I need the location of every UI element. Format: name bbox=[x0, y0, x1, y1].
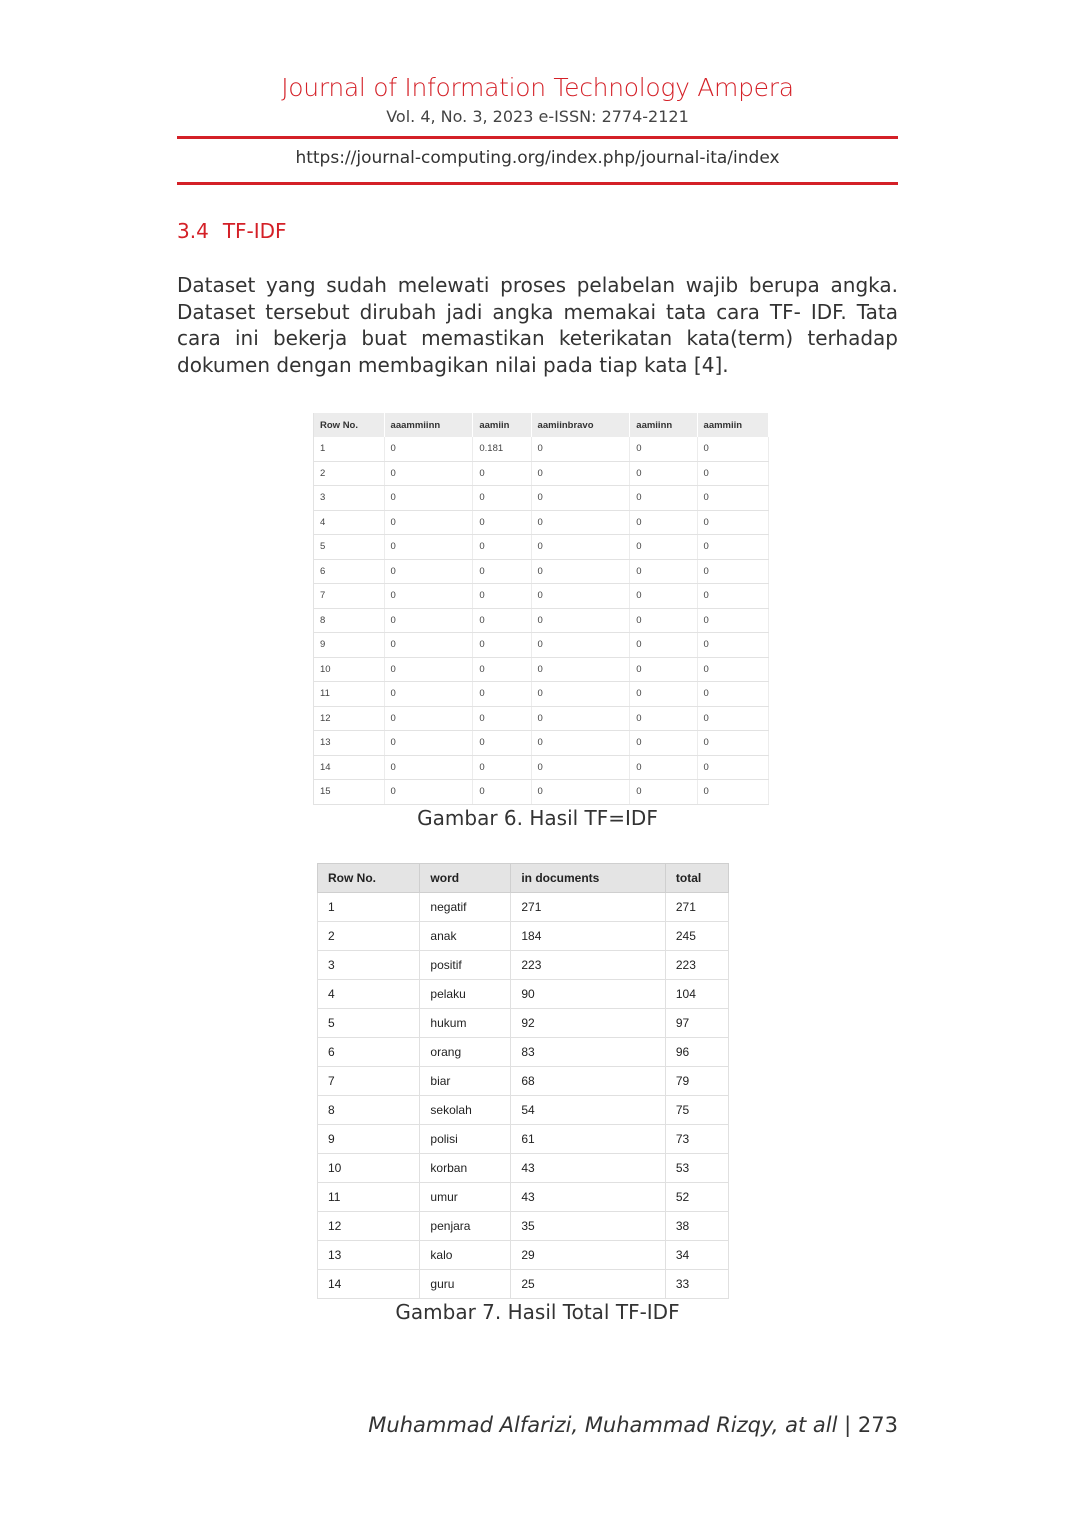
table-row bbox=[314, 731, 769, 756]
table-cell: 271 bbox=[665, 893, 728, 922]
table-header-row bbox=[318, 864, 729, 893]
table-cell: 0 bbox=[531, 584, 630, 609]
table-cell: 34 bbox=[665, 1241, 728, 1270]
table-cell: 3 bbox=[314, 486, 385, 511]
table-cell: 0 bbox=[473, 633, 531, 658]
table-row bbox=[314, 437, 769, 461]
table-cell: 35 bbox=[511, 1212, 666, 1241]
page-number: 273 bbox=[857, 1413, 898, 1437]
table-cell: 92 bbox=[511, 1009, 666, 1038]
table-row bbox=[314, 682, 769, 707]
table-cell: 0 bbox=[697, 706, 768, 731]
table-cell: 6 bbox=[314, 559, 385, 584]
table-cell: positif bbox=[420, 951, 511, 980]
table-cell: 29 bbox=[511, 1241, 666, 1270]
table-cell: 0 bbox=[531, 682, 630, 707]
table-cell: 54 bbox=[511, 1096, 666, 1125]
table-cell: 0 bbox=[630, 706, 697, 731]
table-cell: polisi bbox=[420, 1125, 511, 1154]
table-cell: 2 bbox=[314, 461, 385, 486]
table-cell: 0 bbox=[630, 608, 697, 633]
table-row bbox=[314, 559, 769, 584]
table-cell: 3 bbox=[318, 951, 420, 980]
table-cell: 0 bbox=[531, 486, 630, 511]
table-header-row bbox=[314, 413, 769, 437]
table-cell: 0 bbox=[630, 682, 697, 707]
table-cell: 79 bbox=[665, 1067, 728, 1096]
table-cell: 0 bbox=[630, 461, 697, 486]
table-cell: 0 bbox=[697, 633, 768, 658]
table-cell: 14 bbox=[314, 755, 385, 780]
table-cell: 0 bbox=[384, 559, 473, 584]
journal-header bbox=[177, 70, 898, 128]
table-cell: negatif bbox=[420, 893, 511, 922]
table-row bbox=[314, 780, 769, 805]
table-cell: 0 bbox=[531, 437, 630, 461]
table-cell: 0 bbox=[384, 755, 473, 780]
table-cell: 5 bbox=[314, 535, 385, 560]
column-header: aammiin bbox=[697, 413, 768, 437]
table-row bbox=[318, 922, 729, 951]
table-cell: 0 bbox=[697, 657, 768, 682]
table-cell: 10 bbox=[314, 657, 385, 682]
table-cell: 61 bbox=[511, 1125, 666, 1154]
column-header: aamiinn bbox=[630, 413, 697, 437]
table-cell: 1 bbox=[314, 437, 385, 461]
table-row bbox=[318, 1270, 729, 1299]
table-cell: 10 bbox=[318, 1154, 420, 1183]
table-cell: 12 bbox=[318, 1212, 420, 1241]
page-footer bbox=[368, 1413, 898, 1437]
table-cell: anak bbox=[420, 922, 511, 951]
table-cell: 0 bbox=[384, 510, 473, 535]
table-row bbox=[318, 951, 729, 980]
body-paragraph: Dataset yang sudah melewati proses pelabelan wajib berupa angka. Dataset tersebut dirubah jadi angka memakai tata cara TF- IDF. Tata cara ini bekerja buat memastikan keterikatan kata(term) terhadap dokumen dengan membagikan nilai pada tiap kata [4]. bbox=[177, 273, 898, 377]
table-cell: 1 bbox=[318, 893, 420, 922]
header-rule-top bbox=[177, 136, 898, 139]
table-row bbox=[318, 1009, 729, 1038]
table-cell: 0 bbox=[473, 461, 531, 486]
table-row bbox=[318, 1067, 729, 1096]
table-cell: 0 bbox=[384, 535, 473, 560]
table-cell: 0 bbox=[630, 657, 697, 682]
table-cell: 271 bbox=[511, 893, 666, 922]
table-row bbox=[318, 893, 729, 922]
tfidf-total-table bbox=[317, 863, 729, 1299]
table-cell: 0 bbox=[630, 437, 697, 461]
journal-meta: Vol. 4, No. 3, 2023 e-ISSN: 2774-2121 bbox=[386, 107, 689, 126]
table-cell: 9 bbox=[318, 1125, 420, 1154]
table-cell: orang bbox=[420, 1038, 511, 1067]
table-cell: 11 bbox=[318, 1183, 420, 1212]
table-cell: 83 bbox=[511, 1038, 666, 1067]
table-cell: 104 bbox=[665, 980, 728, 1009]
table-cell: 8 bbox=[318, 1096, 420, 1125]
table-cell: 0 bbox=[531, 755, 630, 780]
figure7-caption: Gambar 7. Hasil Total TF-IDF bbox=[395, 1300, 680, 1324]
table-cell: 0 bbox=[384, 461, 473, 486]
table-cell: umur bbox=[420, 1183, 511, 1212]
table-cell: 8 bbox=[314, 608, 385, 633]
table-row bbox=[318, 1038, 729, 1067]
table-cell: 0 bbox=[473, 682, 531, 707]
table-cell: 0 bbox=[697, 535, 768, 560]
table-cell: 0 bbox=[531, 657, 630, 682]
table-cell: 0 bbox=[531, 780, 630, 805]
table-cell: 245 bbox=[665, 922, 728, 951]
table-cell: 13 bbox=[318, 1241, 420, 1270]
table-cell: 0 bbox=[531, 608, 630, 633]
table-row bbox=[318, 1241, 729, 1270]
table-cell: 0 bbox=[630, 755, 697, 780]
table-cell: guru bbox=[420, 1270, 511, 1299]
table-cell: 0 bbox=[630, 510, 697, 535]
journal-title: Journal of Information Technology Ampera bbox=[281, 73, 794, 102]
table-cell: 0 bbox=[697, 780, 768, 805]
tfidf-table bbox=[313, 413, 769, 805]
table-cell: 15 bbox=[314, 780, 385, 805]
table-row bbox=[314, 633, 769, 658]
table-cell: 0 bbox=[697, 755, 768, 780]
column-header: Row No. bbox=[314, 413, 385, 437]
table-cell: 0 bbox=[384, 682, 473, 707]
table-cell: korban bbox=[420, 1154, 511, 1183]
table-cell: 13 bbox=[314, 731, 385, 756]
table-cell: 75 bbox=[665, 1096, 728, 1125]
table-cell: 73 bbox=[665, 1125, 728, 1154]
table-cell: 7 bbox=[314, 584, 385, 609]
table-cell: 90 bbox=[511, 980, 666, 1009]
table-cell: 0 bbox=[531, 461, 630, 486]
table-cell: 0 bbox=[697, 584, 768, 609]
table-cell: 9 bbox=[314, 633, 385, 658]
table-cell: 0 bbox=[630, 486, 697, 511]
section-title: TF-IDF bbox=[222, 219, 287, 243]
table-cell: 5 bbox=[318, 1009, 420, 1038]
table-cell: 223 bbox=[511, 951, 666, 980]
column-header: word bbox=[420, 864, 511, 893]
table-cell: 0 bbox=[473, 486, 531, 511]
table-cell: 0 bbox=[697, 731, 768, 756]
table-row bbox=[318, 1212, 729, 1241]
table-cell: 52 bbox=[665, 1183, 728, 1212]
table-cell: 0 bbox=[697, 608, 768, 633]
table-cell: 0 bbox=[473, 559, 531, 584]
footer-separator: | bbox=[844, 1413, 852, 1437]
table-cell: 0 bbox=[384, 486, 473, 511]
footer-authors: Muhammad Alfarizi, Muhammad Rizqy, at all bbox=[368, 1413, 838, 1437]
table-cell: 53 bbox=[665, 1154, 728, 1183]
table-cell: 0 bbox=[630, 633, 697, 658]
table-cell: 0 bbox=[630, 584, 697, 609]
table-cell: 0 bbox=[697, 461, 768, 486]
figure6-caption: Gambar 6. Hasil TF=IDF bbox=[417, 806, 658, 830]
table-row bbox=[314, 535, 769, 560]
table-cell: 0 bbox=[531, 510, 630, 535]
table-cell: 0 bbox=[384, 657, 473, 682]
table-cell: 0 bbox=[697, 437, 768, 461]
table-cell: 0 bbox=[531, 535, 630, 560]
table-cell: 2 bbox=[318, 922, 420, 951]
table-cell: 0 bbox=[384, 706, 473, 731]
journal-url[interactable]: https://journal-computing.org/index.php/journal-ita/index bbox=[295, 148, 780, 168]
table-row bbox=[314, 755, 769, 780]
table-cell: 43 bbox=[511, 1183, 666, 1212]
table-cell: 0 bbox=[531, 559, 630, 584]
table-cell: 38 bbox=[665, 1212, 728, 1241]
table-cell: 0 bbox=[473, 535, 531, 560]
table-cell: 97 bbox=[665, 1009, 728, 1038]
table-cell: 33 bbox=[665, 1270, 728, 1299]
table-cell: 0 bbox=[473, 755, 531, 780]
table-cell: 4 bbox=[318, 980, 420, 1009]
header-rule-bottom bbox=[177, 182, 898, 185]
table-cell: 68 bbox=[511, 1067, 666, 1096]
table-row bbox=[314, 486, 769, 511]
table-cell: 11 bbox=[314, 682, 385, 707]
table-row bbox=[318, 1096, 729, 1125]
table-cell: 0 bbox=[531, 731, 630, 756]
table-cell: 223 bbox=[665, 951, 728, 980]
table-cell: 0 bbox=[531, 706, 630, 731]
table-cell: kalo bbox=[420, 1241, 511, 1270]
table-cell: 0 bbox=[630, 535, 697, 560]
table-cell: 0 bbox=[384, 437, 473, 461]
table-cell: 12 bbox=[314, 706, 385, 731]
table-cell: pelaku bbox=[420, 980, 511, 1009]
table-cell: 0 bbox=[473, 706, 531, 731]
table-cell: hukum bbox=[420, 1009, 511, 1038]
table-cell: 7 bbox=[318, 1067, 420, 1096]
table-cell: 0 bbox=[531, 633, 630, 658]
table-cell: 0 bbox=[630, 780, 697, 805]
table-cell: 14 bbox=[318, 1270, 420, 1299]
table-cell: 43 bbox=[511, 1154, 666, 1183]
column-header: Row No. bbox=[318, 864, 420, 893]
table-cell: 4 bbox=[314, 510, 385, 535]
table-cell: 0 bbox=[630, 559, 697, 584]
table-cell: 0 bbox=[384, 780, 473, 805]
column-header: in documents bbox=[511, 864, 666, 893]
table-cell: 6 bbox=[318, 1038, 420, 1067]
table-cell: sekolah bbox=[420, 1096, 511, 1125]
table-cell: 0 bbox=[473, 780, 531, 805]
table-cell: 0 bbox=[630, 731, 697, 756]
table-cell: 96 bbox=[665, 1038, 728, 1067]
table-cell: 0 bbox=[697, 510, 768, 535]
table-cell: 0 bbox=[697, 682, 768, 707]
table-cell: 0.181 bbox=[473, 437, 531, 461]
table-row bbox=[314, 657, 769, 682]
table-row bbox=[314, 608, 769, 633]
table-row bbox=[314, 461, 769, 486]
table-cell: 0 bbox=[697, 486, 768, 511]
section-heading bbox=[177, 219, 287, 243]
section-number: 3.4 bbox=[177, 219, 209, 243]
table-cell: 0 bbox=[473, 731, 531, 756]
table-row bbox=[314, 706, 769, 731]
table-cell: 0 bbox=[384, 608, 473, 633]
table-cell: 25 bbox=[511, 1270, 666, 1299]
table-row bbox=[318, 1154, 729, 1183]
table-cell: 0 bbox=[697, 559, 768, 584]
table-row bbox=[318, 1183, 729, 1212]
table-cell: 0 bbox=[473, 608, 531, 633]
table-cell: 0 bbox=[473, 657, 531, 682]
table-row bbox=[318, 980, 729, 1009]
table-row bbox=[318, 1125, 729, 1154]
table-cell: biar bbox=[420, 1067, 511, 1096]
table-cell: 0 bbox=[384, 633, 473, 658]
table-cell: 0 bbox=[384, 584, 473, 609]
table-cell: 184 bbox=[511, 922, 666, 951]
table-cell: 0 bbox=[384, 731, 473, 756]
table-cell: 0 bbox=[473, 584, 531, 609]
table-row bbox=[314, 584, 769, 609]
table-cell: 0 bbox=[473, 510, 531, 535]
table-cell: penjara bbox=[420, 1212, 511, 1241]
table-row bbox=[314, 510, 769, 535]
column-header: total bbox=[665, 864, 728, 893]
column-header: aamiin bbox=[473, 413, 531, 437]
column-header: aaammiinn bbox=[384, 413, 473, 437]
column-header: aamiinbravo bbox=[531, 413, 630, 437]
